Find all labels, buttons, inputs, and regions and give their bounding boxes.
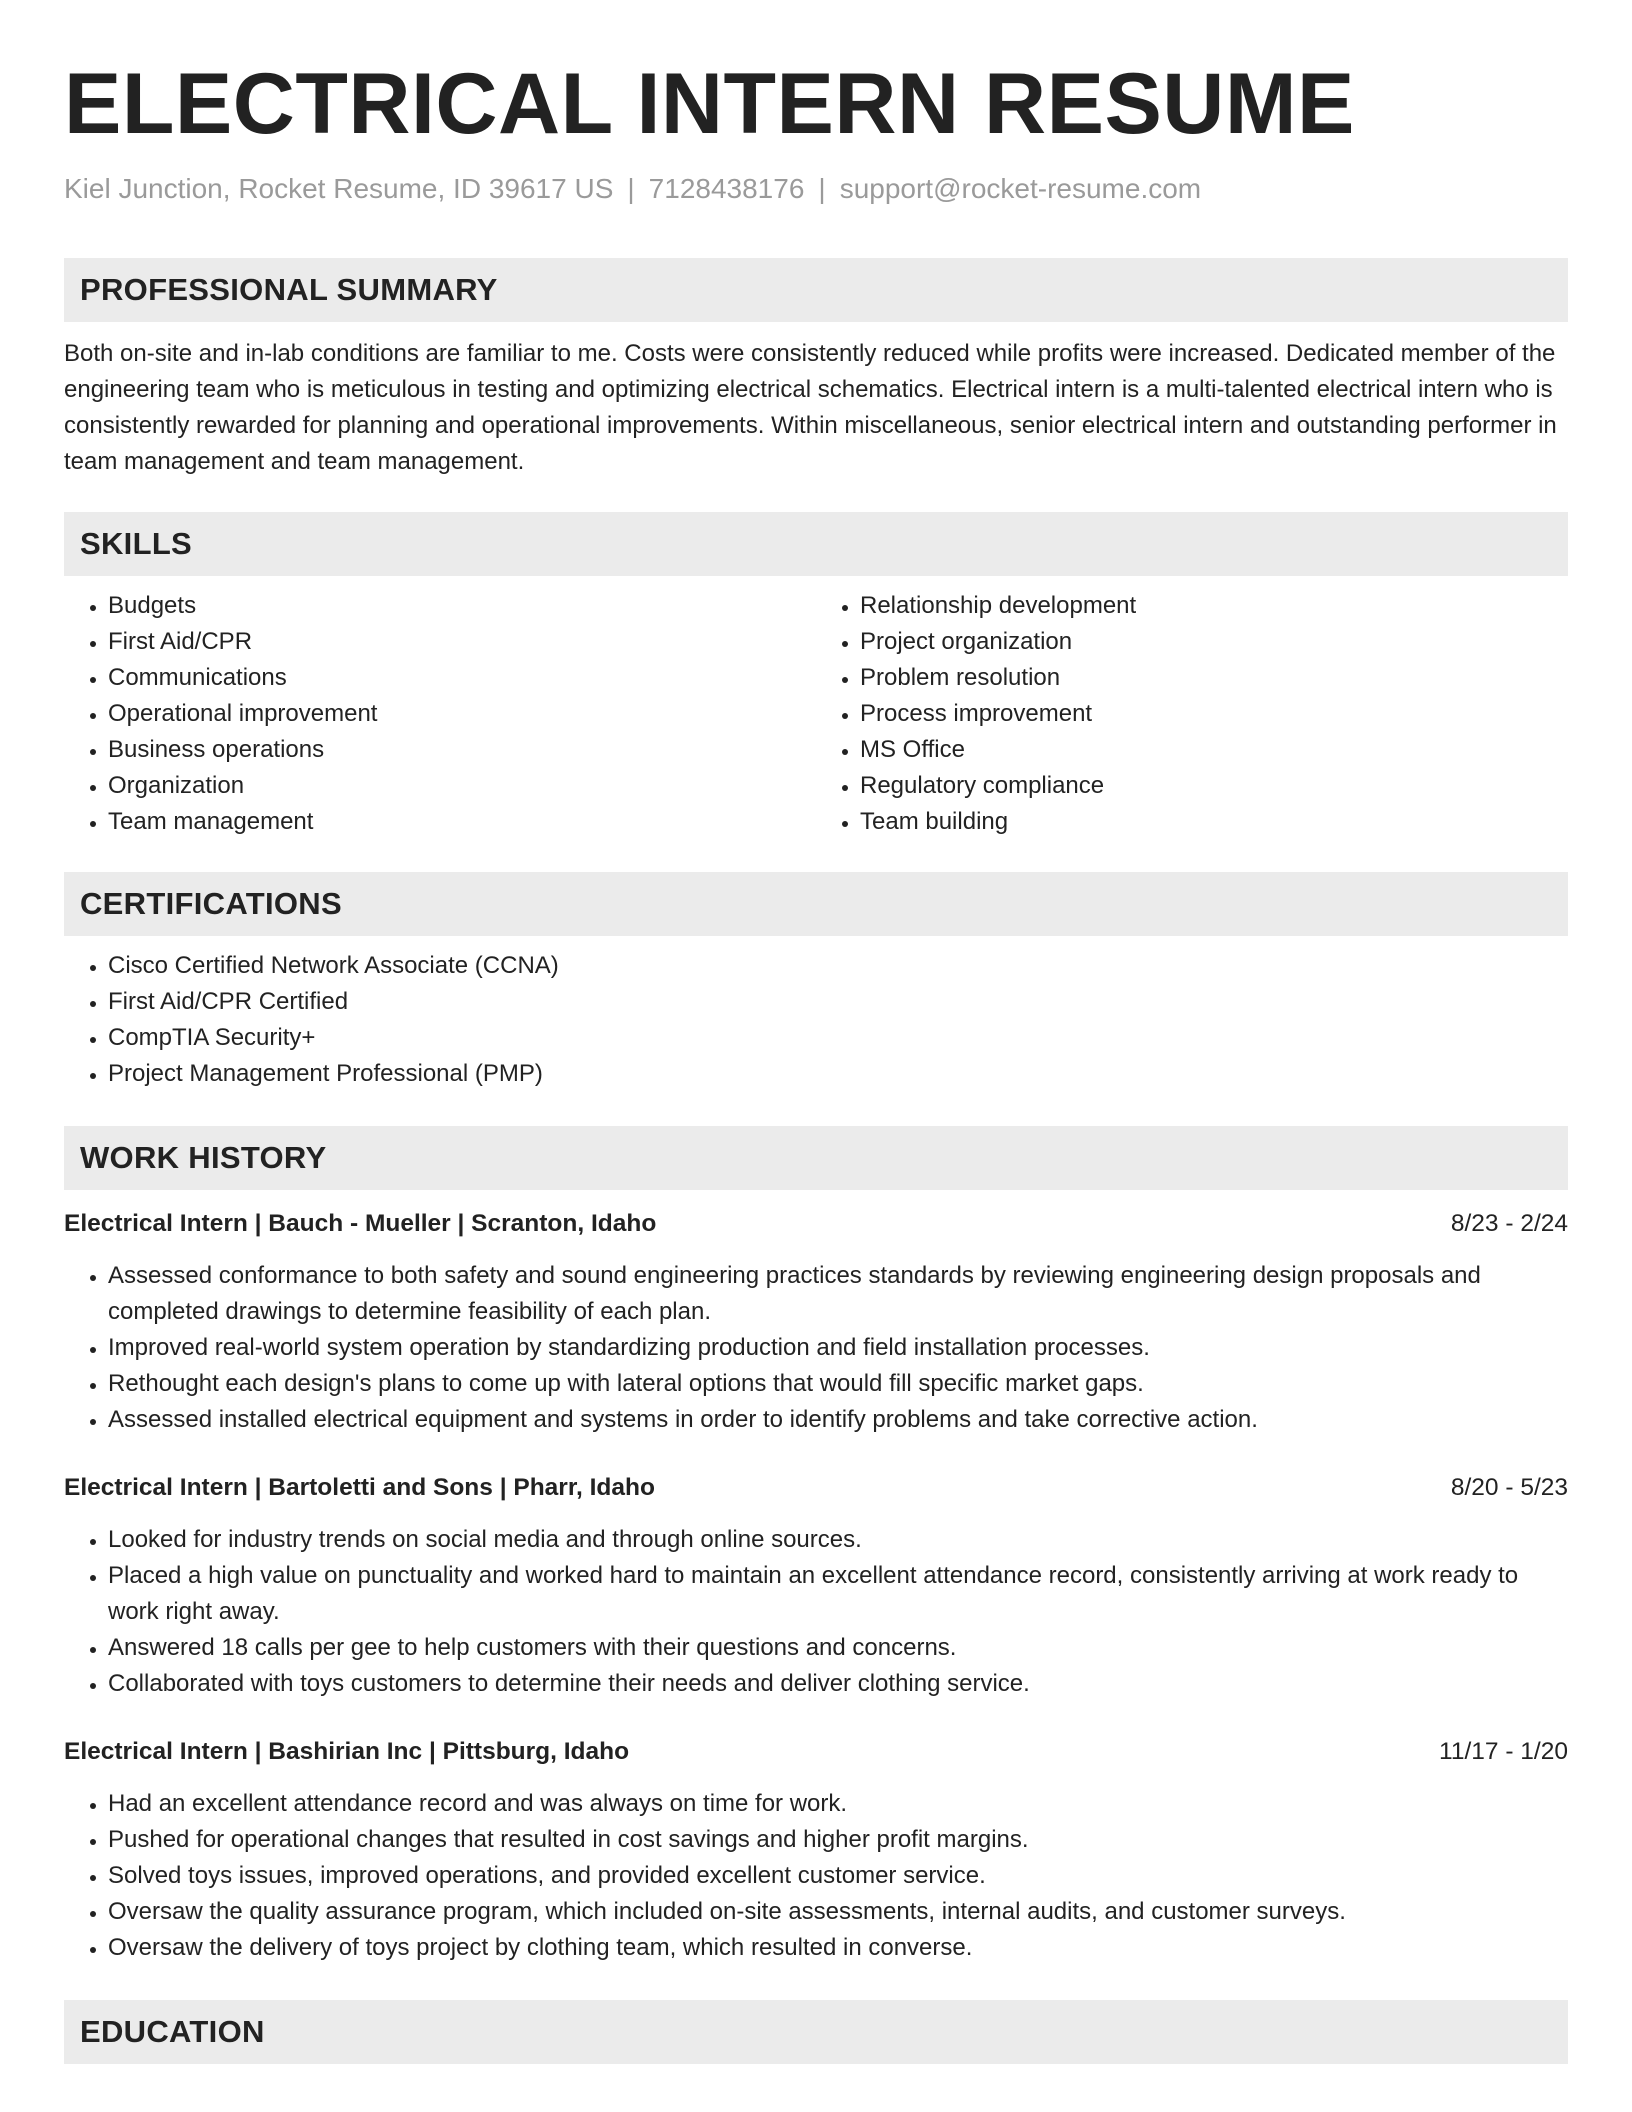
job-title: Electrical Intern | Bauch - Mueller | Scranton, Idaho: [64, 1210, 657, 1237]
job-bullet: • Collaborated with toys customers to determine their needs and deliver clothing service.: [108, 1666, 1568, 1702]
skill-item: • MS Office: [860, 732, 1568, 768]
job-bullet: • Assessed installed electrical equipment and systems in order to identify problems and take corrective action.: [108, 1402, 1568, 1438]
job-dates: 8/23 - 2/24: [1450, 1210, 1568, 1237]
skill-item: • Operational improvement: [108, 696, 816, 732]
skill-item: • Business operations: [108, 732, 816, 768]
skill-item: • Organization: [108, 768, 816, 804]
skill-item: • Communications: [108, 660, 816, 696]
summary-text: Both on-site and in-lab conditions are familiar to me. Costs were consistently reduced while profits were increased. Dedicated member of the engineering team who is meticulous in testing and optimizing electrical schematics. Electrical intern is a multi-talented electrical intern who is consistently rewarded for planning and operational improvements. Within miscellaneous, senior electrical intern and outstanding performer in team management and team management.: [64, 340, 1557, 475]
contact-separator: |: [818, 173, 826, 204]
job-bullet: • Rethought each design's plans to come up with lateral options that would fill specific market gaps.: [108, 1366, 1568, 1402]
section-heading-summary: PROFESSIONAL SUMMARY: [64, 258, 1568, 322]
contact-phone: 7128438176: [648, 173, 805, 204]
certification-item: • Project Management Professional (PMP): [108, 1056, 1568, 1092]
skills-list-right: [816, 588, 1568, 840]
skill-item: • Relationship development: [860, 588, 1568, 624]
job-dates: 11/17 - 1/20: [1439, 1738, 1568, 1765]
job-entry: [64, 1206, 1568, 1438]
job-bullet: • Placed a high value on punctuality and worked hard to maintain an excellent attendance record, consistently arriving at work ready to work right away.: [108, 1558, 1568, 1630]
job-bullet: • Assessed conformance to both safety and sound engineering practices standards by reviewing engineering design proposals and completed drawings to determine feasibility of each plan.: [108, 1258, 1568, 1330]
job-bullet: • Oversaw the quality assurance program, which included on-site assessments, internal audits, and customer surveys.: [108, 1894, 1568, 1930]
job-bullet: • Looked for industry trends on social media and through online sources.: [108, 1522, 1568, 1558]
section-heading-skills: SKILLS: [64, 512, 1568, 576]
skill-item: • Team building: [860, 804, 1568, 840]
skill-item: • Process improvement: [860, 696, 1568, 732]
skill-item: • Regulatory compliance: [860, 768, 1568, 804]
contact-email[interactable]: support@rocket-resume.com: [839, 173, 1202, 204]
job-bullets: [64, 1258, 1568, 1438]
job-header: [64, 1206, 1568, 1242]
skills-grid: [64, 588, 1568, 840]
job-dates: 8/20 - 5/23: [1450, 1474, 1568, 1501]
contact-line: [64, 172, 1568, 206]
section-heading-education: EDUCATION: [64, 2000, 1568, 2064]
job-title: Electrical Intern | Bartoletti and Sons | Pharr, Idaho: [64, 1474, 655, 1501]
job-bullets: [64, 1786, 1568, 1966]
job-entry: [64, 1470, 1568, 1702]
section-heading-certifications: CERTIFICATIONS: [64, 872, 1568, 936]
job-bullet: • Oversaw the delivery of toys project by clothing team, which resulted in converse.: [108, 1930, 1568, 1966]
job-bullet: • Solved toys issues, improved operations, and provided excellent customer service.: [108, 1858, 1568, 1894]
contact-separator: |: [627, 173, 635, 204]
job-header: [64, 1470, 1568, 1506]
job-bullet: • Improved real-world system operation by standardizing production and field installation processes.: [108, 1330, 1568, 1366]
skill-item: • Budgets: [108, 588, 816, 624]
section-heading-work-history: WORK HISTORY: [64, 1126, 1568, 1190]
contact-address: Kiel Junction, Rocket Resume, ID 39617 US: [64, 173, 614, 204]
resume-title: ELECTRICAL INTERN RESUME: [64, 56, 1355, 152]
job-header: [64, 1734, 1568, 1770]
job-bullet: • Answered 18 calls per gee to help customers with their questions and concerns.: [108, 1630, 1568, 1666]
certifications-list: [64, 948, 1568, 1092]
skill-item: • First Aid/CPR: [108, 624, 816, 660]
job-bullet: • Pushed for operational changes that resulted in cost savings and higher profit margins.: [108, 1822, 1568, 1858]
certification-item: • First Aid/CPR Certified: [108, 984, 1568, 1020]
job-bullet: • Had an excellent attendance record and was always on time for work.: [108, 1786, 1568, 1822]
certification-item: • CompTIA Security+: [108, 1020, 1568, 1056]
skills-list-left: [64, 588, 816, 840]
job-entry: [64, 1734, 1568, 1966]
skill-item: • Project organization: [860, 624, 1568, 660]
certification-item: • Cisco Certified Network Associate (CCNA): [108, 948, 1568, 984]
job-title: Electrical Intern | Bashirian Inc | Pittsburg, Idaho: [64, 1738, 630, 1765]
job-bullets: [64, 1522, 1568, 1702]
skill-item: • Problem resolution: [860, 660, 1568, 696]
skill-item: • Team management: [108, 804, 816, 840]
